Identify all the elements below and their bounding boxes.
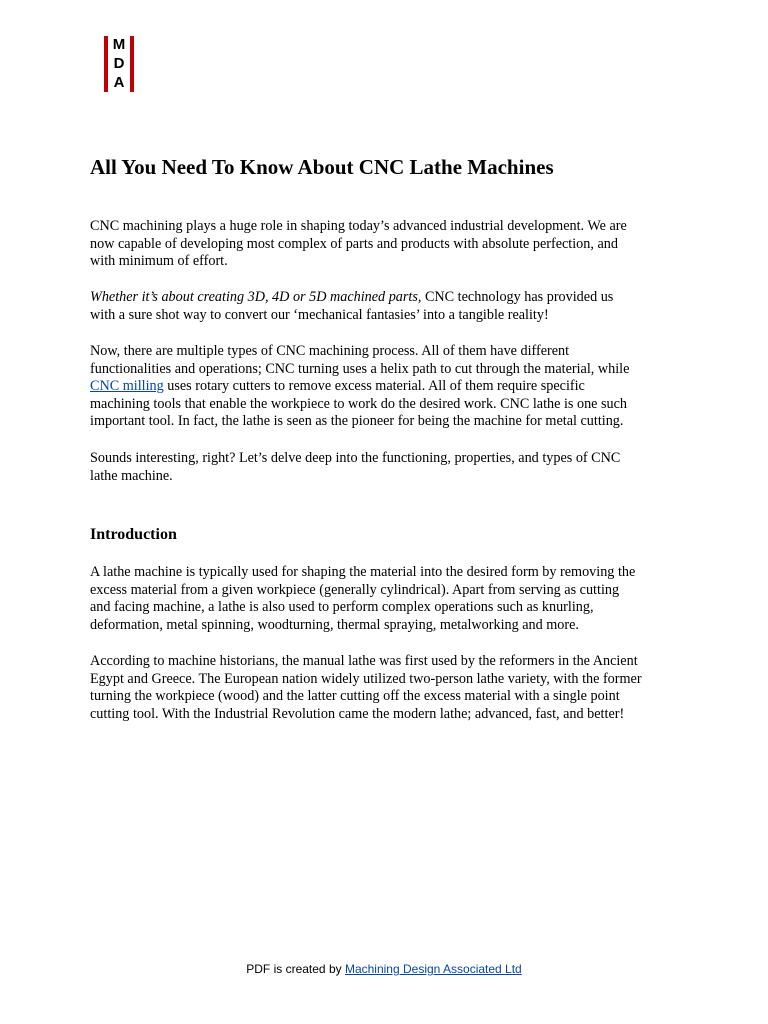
paragraph-types — [90, 343, 690, 431]
logo-letter-m: M — [112, 36, 126, 53]
text-line — [90, 378, 690, 396]
text-line: functionalities and operations; CNC turning uses a helix path to cut through the material, while — [90, 360, 630, 377]
text-line: CNC machining plays a huge role in shaping today’s advanced industrial development. We are — [90, 218, 627, 234]
mda-logo — [104, 36, 134, 92]
text-line: excess material from a given workpiece (generally cylindrical). Apart from serving as cutting — [90, 581, 620, 598]
text-line: According to machine historians, the manual lathe was first used by the reformers in the Ancient — [90, 653, 638, 669]
paragraph-teaser — [90, 450, 690, 485]
text-line: with minimum of effort. — [90, 253, 228, 270]
footer-company-link[interactable]: Machining Design Associated Ltd — [344, 962, 522, 976]
text-line: Egypt and Greece. The European nation widely utilized two-person lathe variety, with the former — [90, 670, 642, 687]
paragraph-history — [90, 653, 690, 723]
text-line: machining tools that enable the workpiece to work do the desired work. CNC lathe is one such — [90, 395, 628, 412]
italic-lead: Whether it’s about creating 3D, 4D or 5D machined parts, — [90, 289, 422, 305]
logo-letters — [108, 36, 130, 92]
text-fragment: uses rotary cutters to remove excess material. All of them require specific — [163, 378, 585, 395]
text-line: important tool. In fact, the lathe is seen as the pioneer for being the machine for metal cutting. — [90, 413, 624, 430]
paragraph-technology — [90, 289, 690, 324]
text-line — [90, 289, 690, 307]
text-line: and facing machine, a lathe is also used to perform complex operations such as knurling, — [90, 599, 594, 616]
text-line: lathe machine. — [90, 467, 173, 484]
logo-right-bar — [130, 36, 134, 92]
text-fragment: CNC technology has provided us — [421, 289, 614, 305]
text-line: deformation, metal spinning, woodturning, thermal spraying, metalworking and more. — [90, 616, 579, 633]
text-line: A lathe machine is typically used for shaping the material into the desired form by removing the — [90, 564, 636, 580]
footer-prefix: PDF is created by — [246, 962, 345, 976]
logo-letter-d: D — [113, 55, 125, 72]
logo-letter-a: A — [113, 74, 125, 91]
text-line: turning the workpiece (wood) and the latter cutting off the excess material with a single point — [90, 688, 620, 705]
text-line: Now, there are multiple types of CNC machining process. All of them have different — [90, 343, 570, 359]
text-line: now capable of developing most complex of parts and products with absolute perfection, and — [90, 235, 618, 252]
page-title: All You Need To Know About CNC Lathe Machines — [90, 155, 554, 179]
paragraph-lathe-definition — [90, 564, 690, 634]
paragraph-intro — [90, 218, 690, 271]
page-footer — [0, 961, 768, 977]
text-line: cutting tool. With the Industrial Revolution came the modern lathe; advanced, fast, and better! — [90, 705, 625, 722]
cnc-milling-link[interactable]: CNC milling — [90, 378, 164, 395]
text-line: with a sure shot way to convert our ‘mechanical fantasies’ into a tangible reality! — [90, 306, 549, 323]
section-heading-introduction: Introduction — [90, 526, 177, 543]
text-line: Sounds interesting, right? Let’s delve deep into the functioning, properties, and types of CNC — [90, 450, 621, 466]
